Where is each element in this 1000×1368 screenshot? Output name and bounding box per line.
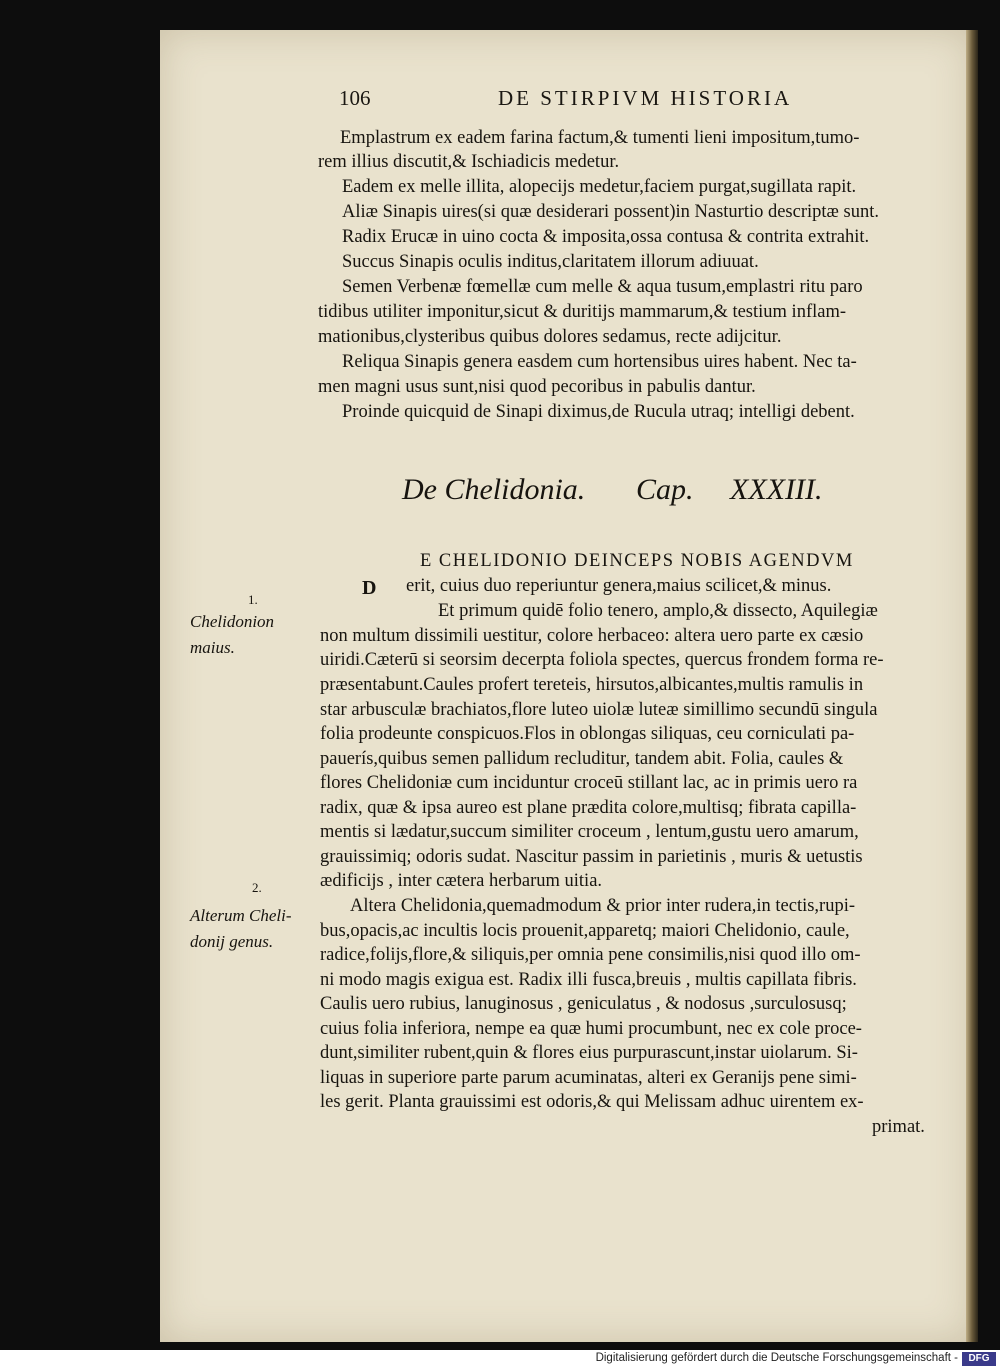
margin-note-line: Chelidonion (190, 612, 275, 631)
text-line: rem illius discutit,& Ischiadicis medetur. (318, 152, 620, 172)
drop-cap: D (362, 577, 377, 599)
text-line: ni modo magis exigua est. Radix illi fusca,breuis , multis capillata fibris. (320, 970, 857, 990)
text-line: Radix Erucæ in uino cocta & imposita,ossa contusa & contrita extrahit. (342, 227, 870, 247)
text-line: Aliæ Sinapis uires(si quæ desiderari possent)in Nasturtio descriptæ sunt. (342, 202, 879, 222)
text-line: dunt,similiter rubent,quin & flores eius purpurascunt,instar uiolarum. Si- (320, 1043, 858, 1063)
page-number: 106 (339, 86, 371, 110)
text-line: Proinde quicquid de Sinapi diximus,de Rucula utraq; intelligi debent. (342, 402, 855, 422)
text-line: radix, quæ & ipsa aureo est plane prædita colore,multisq; fibrata capilla- (320, 798, 857, 818)
text-line: pauerís,quibus semen pallidum recluditur, tandem abit. Folia, caules & (320, 749, 844, 769)
margin-note-line: Alterum Cheli- (190, 906, 292, 925)
margin-note-line: maius. (190, 638, 235, 657)
text-line: erit, cuius duo reperiuntur genera,maius scilicet,& minus. (406, 576, 832, 596)
chapter-title: De Chelidonia. (402, 473, 586, 506)
text-line: flores Chelidoniæ cum inciduntur croceū stillant lac, ac in primis uero ra (320, 773, 858, 793)
margin-note (190, 609, 274, 661)
text-line: Altera Chelidonia,quemadmodum & prior inter rudera,in tectis,rupi- (350, 896, 856, 916)
text-line: les gerit. Planta grauissimi est odoris,& qui Melissam adhuc uirentem ex- (320, 1092, 864, 1112)
text-line: non multum dissimili uestitur, colore herbaceo: altera uero parte ex cæsio (320, 626, 864, 646)
text-line: mationibus,clysteribus quibus dolores sedamus, recte adijcitur. (318, 327, 782, 347)
text-line: grauissimiq; odoris sudat. Nascitur passim in parietinis , muris & uetustis (320, 847, 863, 867)
text-line: radice,folijs,flore,& siliquis,per omnia pene consimilis,nisi quod illo om- (320, 945, 861, 965)
text-line: Eadem ex melle illita, alopecijs medetur,faciem purgat,sugillata rapit. (342, 177, 857, 197)
margin-note-number: 1. (248, 592, 258, 607)
footer-bar (0, 1350, 1000, 1368)
text-line: primat. (872, 1117, 925, 1137)
margin-note (190, 903, 292, 955)
text-line: mentis si lædatur,succum similiter croceum , lentum,gustu uero amarum, (320, 822, 859, 842)
text-line: bus,opacis,ac incultis locis prouenit,apparetq; maiori Chelidonio, caule, (320, 921, 850, 941)
text-line: præsentabunt.Caules profert tereteis, hirsutos,albicantes,multis ramulis in (320, 675, 864, 695)
text-line: Et primum quidē folio tenero, amplo,& dissecto, Aquilegiæ (438, 601, 878, 621)
chapter-cap: Cap. (636, 473, 694, 506)
dfg-logo: DFG (962, 1352, 996, 1366)
margin-note-number: 2. (252, 880, 262, 895)
text-line: Caulis uero rubius, lanuginosus , geniculatus , & nodosus ,surculosusq; (320, 994, 847, 1014)
text-line: Semen Verbenæ fœmellæ cum melle & aqua tusum,emplastri ritu paro (342, 277, 863, 297)
text-line: cuius folia inferiora, nempe ea quæ humi procumbunt, nec ex cole proce- (320, 1019, 862, 1039)
text-line: E CHELIDONIO DEINCEPS NOBIS AGENDVM (420, 551, 854, 571)
text-line: ædificijs , inter cætera herbarum uitia. (320, 871, 603, 891)
running-title: DE STIRPIVM HISTORIA (498, 86, 793, 110)
margin-note-line: donij genus. (190, 932, 274, 951)
text-line: Succus Sinapis oculis inditus,claritatem illorum adiuuat. (342, 252, 759, 272)
text-line: men magni usus sunt,nisi quod pecoribus in pabulis dantur. (318, 377, 756, 397)
text-line: Reliqua Sinapis genera easdem cum hortensibus uires habent. Nec ta- (342, 352, 857, 372)
footer-credit: Digitalisierung gefördert durch die Deutsche Forschungsgemeinschaft - (595, 1352, 958, 1364)
text-line: star arbusculæ brachiatos,flore luteo uiolæ luteæ simillimo secundū singula (320, 700, 878, 720)
text-line: liquas in superiore parte parum acuminatas, alteri ex Geranijs pene simi- (320, 1068, 857, 1088)
page-edge (966, 30, 978, 1342)
text-line: folia prodeunte conspicuos.Flos in oblongas siliquas, ceu corniculati pa- (320, 724, 855, 744)
text-line: uiridi.Cæterū si seorsim decerpta foliola spectes, quercus frondem forma re- (320, 650, 884, 670)
chapter-number: XXXIII. (730, 473, 823, 506)
text-line: tidibus utiliter imponitur,sicut & duritijs mammarum,& testium inflam- (318, 302, 846, 322)
text-line: Emplastrum ex eadem farina factum,& tumenti lieni impositum,tumo- (340, 128, 860, 148)
